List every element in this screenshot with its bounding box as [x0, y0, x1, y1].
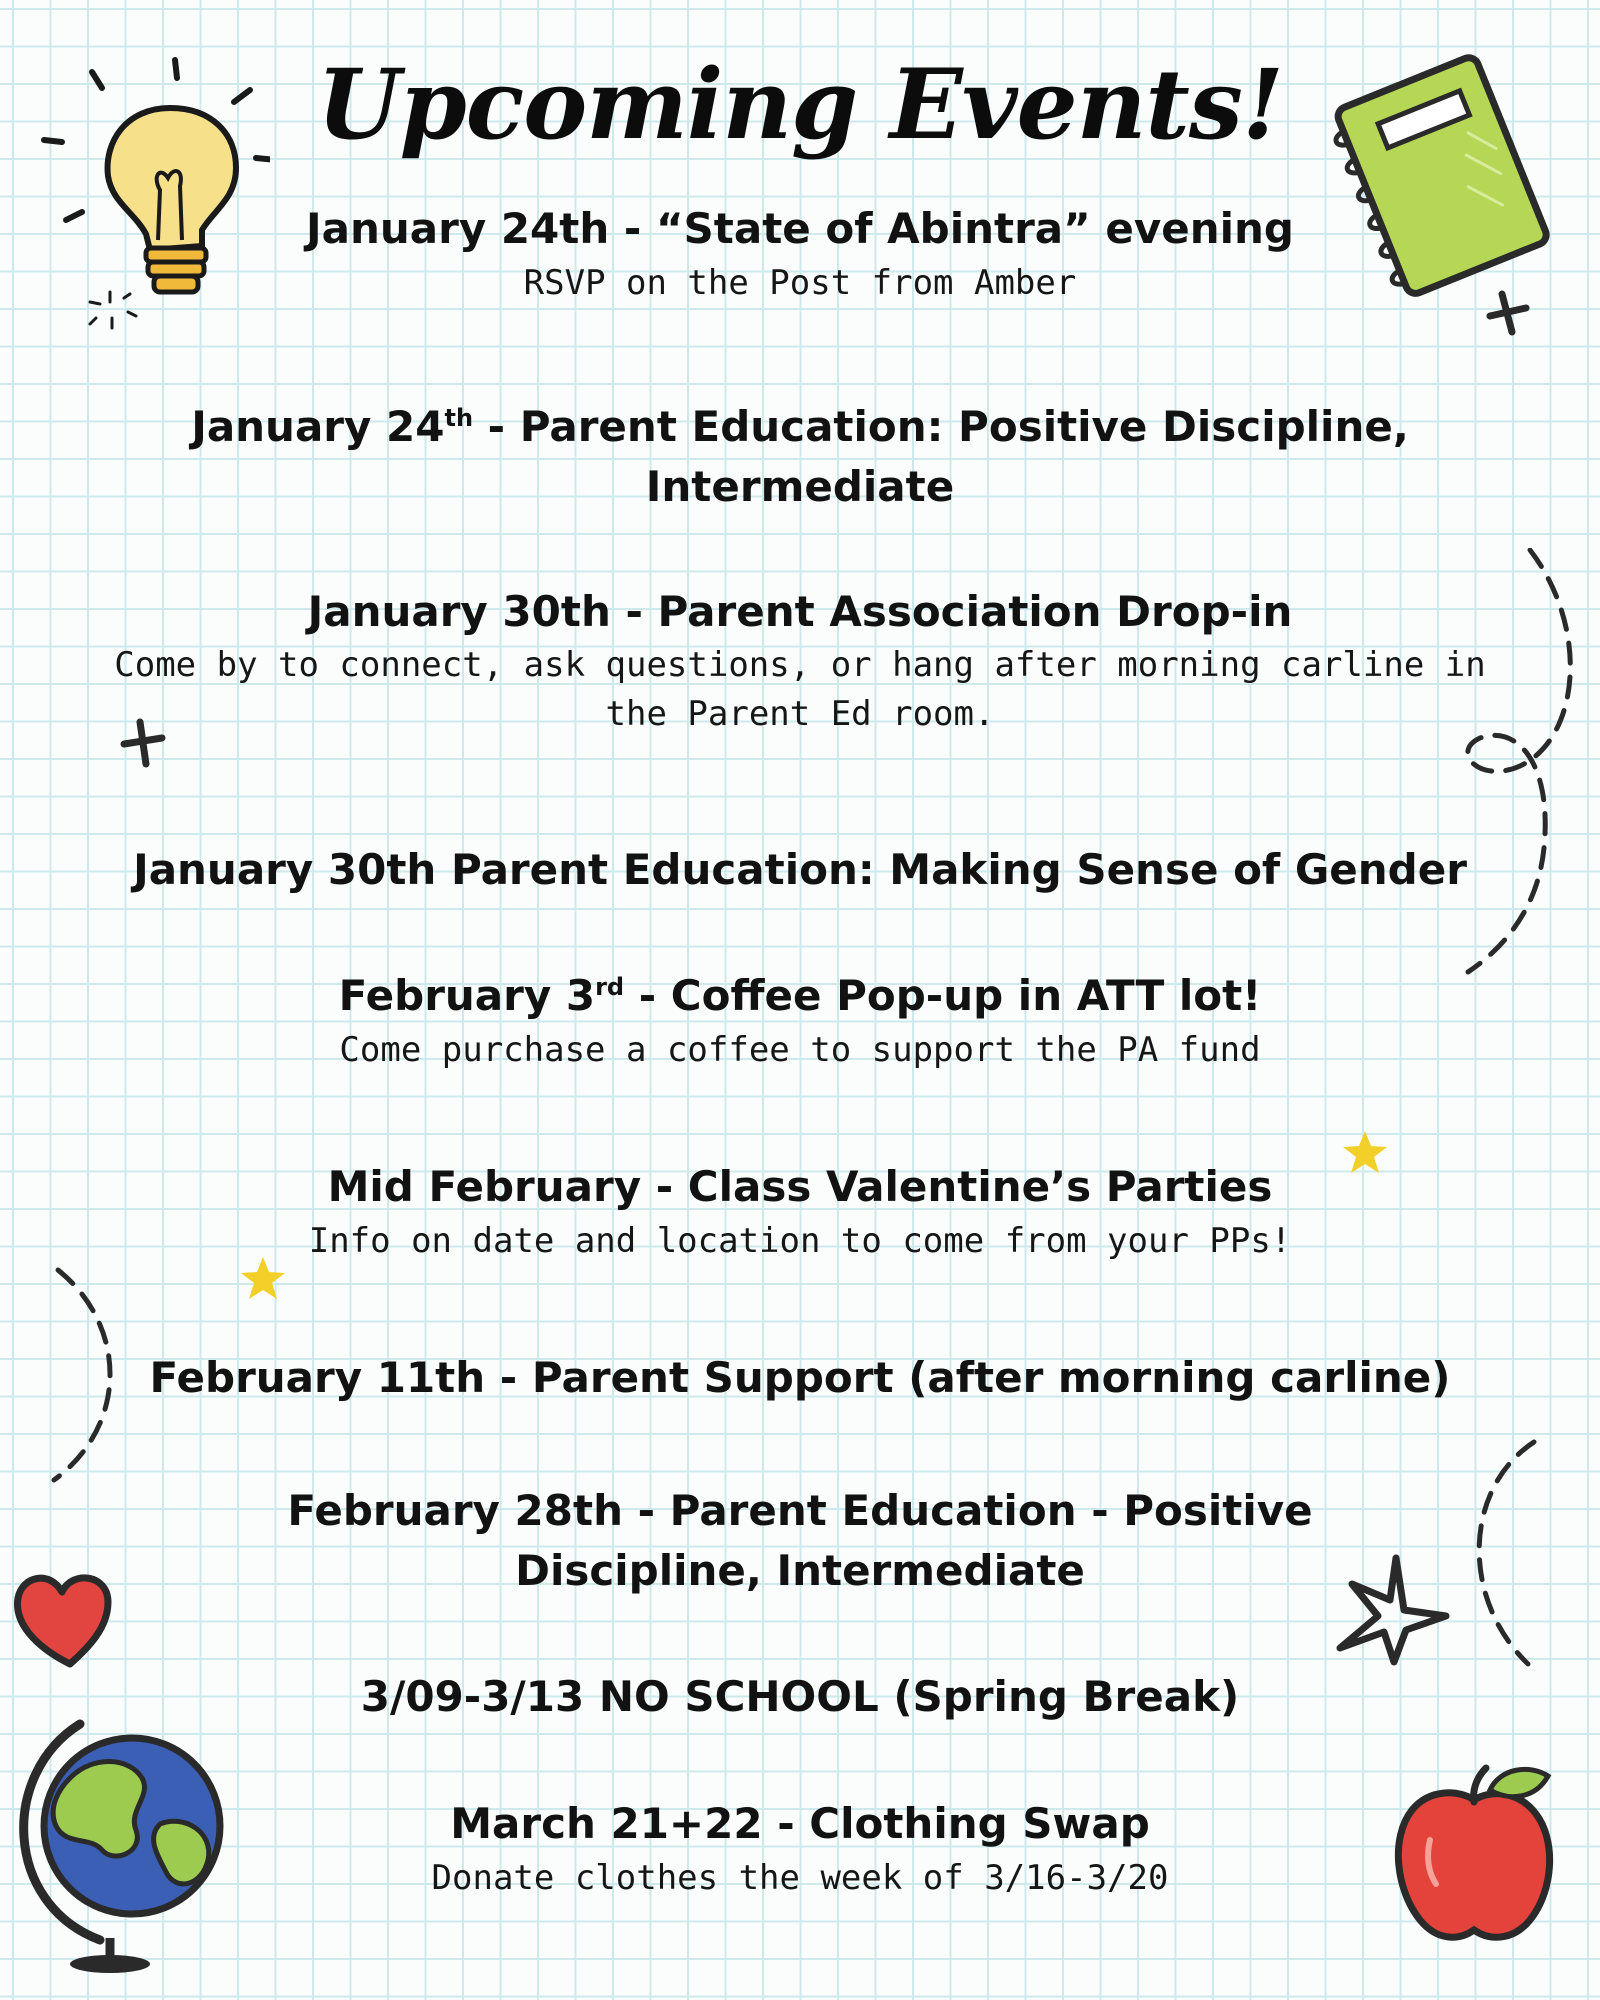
event-title: Parent Education - Positive Discipline, Intermediate	[515, 1486, 1313, 1595]
event-date: February 28th	[287, 1486, 623, 1535]
event-title: Clothing Swap	[809, 1799, 1150, 1848]
event-date: January 30th	[133, 845, 437, 894]
dashed-arc-icon	[48, 1266, 128, 1486]
event-date: 3/09-3/13	[360, 1672, 585, 1721]
event-title: Parent Education: Making Sense of Gender	[450, 845, 1467, 894]
event-title: Parent Education: Positive Discipline, Intermediate	[519, 402, 1409, 511]
event-heading: February 11th - Parent Support (after morning carline)	[149, 1353, 1451, 1402]
event-item	[40, 1673, 1560, 1720]
event-item	[40, 846, 1560, 893]
event-note: Info on date and location to come from your PPs!	[308, 1221, 1292, 1262]
star-icon	[238, 1254, 288, 1304]
globe-icon	[10, 1714, 230, 1974]
dashed-arc-icon	[1464, 1438, 1544, 1668]
cross-mark-icon	[118, 718, 168, 768]
event-title: NO SCHOOL (Spring Break)	[598, 1672, 1240, 1721]
event-date: January 24th	[306, 204, 610, 253]
event-date: March 21+22	[450, 1799, 763, 1848]
page-title: Upcoming Events!	[316, 48, 1284, 161]
ordinal-suffix: rd	[595, 973, 625, 1001]
event-heading: February 28th - Parent Education - Positive Discipline, Intermediate	[287, 1486, 1313, 1595]
event-heading: March 21+22 - Clothing Swap	[450, 1799, 1150, 1848]
event-item	[190, 397, 1410, 516]
event-heading: January 24th - Parent Education: Positive Discipline, Intermediate	[191, 402, 1409, 511]
event-item	[40, 972, 1560, 1076]
lightbulb-icon	[30, 50, 270, 350]
event-item	[170, 1481, 1430, 1600]
star-outline-icon	[1334, 1550, 1454, 1670]
event-item	[40, 588, 1560, 740]
event-title: Parent Support (after morning carline)	[531, 1353, 1451, 1402]
event-date: February 3	[338, 971, 596, 1020]
notebook-icon	[1330, 46, 1560, 356]
star-icon	[1340, 1128, 1390, 1178]
event-date: February 11th	[149, 1353, 486, 1402]
event-title: “State of Abintra” evening	[655, 204, 1294, 253]
event-heading: January 30th - Parent Association Drop-in	[307, 587, 1293, 636]
event-date: Mid February	[327, 1162, 642, 1211]
event-heading: February 3rd - Coffee Pop-up in ATT lot!	[338, 971, 1262, 1020]
event-title: Parent Association Drop-in	[657, 587, 1293, 636]
event-heading: Mid February - Class Valentine’s Parties	[327, 1162, 1273, 1211]
apple-icon	[1390, 1760, 1560, 1950]
event-note: RSVP on the Post from Amber	[523, 263, 1077, 304]
event-date: January 24	[191, 402, 445, 451]
dashed-swirl-icon	[1440, 548, 1580, 978]
event-date: January 30th	[307, 587, 611, 636]
event-heading: January 24th - “State of Abintra” evening	[306, 204, 1294, 253]
heart-icon	[10, 1562, 120, 1672]
event-note: Donate clothes the week of 3/16-3/20	[431, 1858, 1169, 1899]
event-note: Come purchase a coffee to support the PA fund	[339, 1030, 1261, 1071]
event-title: Coffee Pop-up in ATT lot!	[670, 971, 1262, 1020]
event-item	[40, 1163, 1560, 1267]
event-title: Class Valentine’s Parties	[687, 1162, 1273, 1211]
event-heading	[40, 1673, 1560, 1720]
ordinal-suffix: th	[444, 404, 474, 432]
event-item	[40, 1800, 1560, 1904]
event-heading	[40, 846, 1560, 893]
event-item	[40, 1354, 1560, 1401]
event-note: Come by to connect, ask questions, or hang after morning carline in the Parent Ed room.	[114, 645, 1486, 735]
